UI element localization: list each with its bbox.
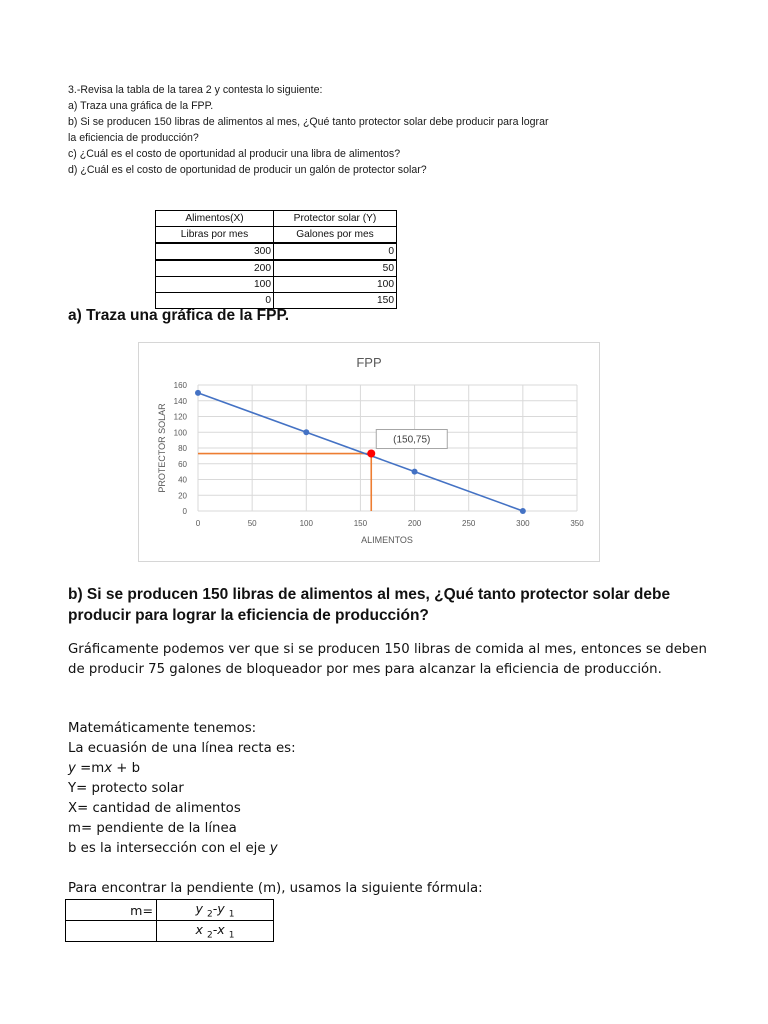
x-tick-label: 250 <box>462 519 476 528</box>
formula-mid: =m <box>75 761 105 776</box>
questions-block <box>68 82 708 178</box>
y-axis-label: PROTECTOR SOLAR <box>157 403 167 493</box>
table-row <box>156 260 397 277</box>
math-block <box>68 719 708 859</box>
table-cell: 100 <box>274 277 397 293</box>
x-axis-label: ALIMENTOS <box>361 535 413 545</box>
table-cell: 300 <box>156 243 274 260</box>
section-b-heading: b) Si se producen 150 libras de alimentos al mes, ¿Qué tanto protector solar debe producir para lograr la eficiencia de producción? <box>68 586 671 624</box>
table-cell: 0 <box>156 293 274 309</box>
line-formula <box>68 759 708 779</box>
question-b: b) Si se producen 150 libras de alimentos al mes, ¿Qué tanto protector solar debe producir para lograr <box>68 116 549 128</box>
question-c: c) ¿Cuál es el costo de oportunidad al producir una libra de alimentos? <box>68 148 401 160</box>
explanation-text: Gráficamente podemos ver que si se producen 150 libras de comida al mes, entonces se deben de producir 75 galones de bloqueador por mes para alcanzar la eficiencia de producción. <box>68 642 707 677</box>
formula-intro <box>68 879 708 899</box>
den-minus: -x <box>212 921 229 937</box>
header-alimentos: Alimentos(X) <box>156 211 274 227</box>
definition-b <box>68 839 708 859</box>
fpp-chart <box>138 342 600 562</box>
formula-intro-text: Para encontrar la pendiente (m), usamos la siguiente fórmula: <box>68 881 483 896</box>
x-tick-label: 0 <box>195 519 201 528</box>
slope-denominator <box>157 921 274 942</box>
question-b-cont: la eficiencia de producción? <box>68 132 199 144</box>
highlight-label: (150,75) <box>393 434 431 446</box>
data-point <box>520 508 526 514</box>
unit-libras: Libras por mes <box>156 227 274 244</box>
formula-end: + b <box>112 761 141 776</box>
table-cell: 200 <box>156 260 274 277</box>
header-protector: Protector solar (Y) <box>274 211 397 227</box>
slope-label: m= <box>66 900 157 921</box>
x-tick-label: 50 <box>247 519 257 528</box>
table-header-row <box>156 211 397 227</box>
y-tick-label: 60 <box>178 459 187 469</box>
question-a: a) Traza una gráfica de la FPP. <box>68 100 214 112</box>
table-row <box>156 243 397 260</box>
formula-row <box>66 900 274 921</box>
line-equation-label: La ecuasión de una línea recta es: <box>68 741 296 756</box>
production-table <box>155 210 397 309</box>
table-cell: 50 <box>274 260 397 277</box>
y-tick-label: 80 <box>178 444 187 453</box>
formula-y: y <box>68 761 76 776</box>
formula-x: x <box>104 761 113 776</box>
chart-title: FPP <box>356 355 382 370</box>
question-d: d) ¿Cuál es el costo de oportunidad de producir un galón de protector solar? <box>68 164 427 176</box>
num-sub2: 2 <box>206 909 213 920</box>
unit-galones: Galones por mes <box>274 227 397 244</box>
definition-x: X= cantidad de alimentos <box>68 801 241 816</box>
x-tick-label: 350 <box>570 519 584 528</box>
question-intro: 3.-Revisa la tabla de la tarea 2 y contesta lo siguiente: <box>68 84 323 96</box>
empty-cell <box>66 921 157 942</box>
slope-numerator <box>157 900 274 921</box>
data-point <box>303 429 309 435</box>
definition-b-var: y <box>269 841 278 856</box>
y-tick-label: 140 <box>173 396 187 406</box>
num-y2: y <box>195 900 207 916</box>
den-x2: x <box>195 921 207 937</box>
slope-formula-table <box>65 899 274 942</box>
y-tick-label: 0 <box>182 507 187 516</box>
y-tick-label: 40 <box>178 475 187 485</box>
data-point <box>412 469 418 475</box>
formula-row <box>66 921 274 942</box>
num-minus: -y <box>212 900 229 916</box>
table-cell: 0 <box>274 243 397 260</box>
table-row <box>156 277 397 293</box>
y-tick-label: 120 <box>173 412 187 422</box>
definition-m: m= pendiente de la línea <box>68 821 237 836</box>
table-cell: 100 <box>156 277 274 293</box>
math-intro: Matemáticamente tenemos: <box>68 721 257 736</box>
definition-y: Y= protecto solar <box>68 781 184 796</box>
den-sub1: 1 <box>228 930 235 941</box>
x-tick-label: 100 <box>299 519 313 528</box>
table-cell: 150 <box>274 293 397 309</box>
table-units-row <box>156 227 397 244</box>
x-tick-label: 200 <box>407 519 422 528</box>
x-tick-label: 150 <box>353 519 368 528</box>
den-sub2: 2 <box>206 930 213 941</box>
definition-b-text: b es la intersección con el eje <box>68 841 270 856</box>
chart-canvas <box>139 343 599 561</box>
section-a-heading: a) Traza una gráfica de la FPP. <box>68 307 290 324</box>
data-point <box>195 390 201 396</box>
y-tick-label: 160 <box>173 381 187 390</box>
x-tick-label: 300 <box>516 519 530 528</box>
num-sub1: 1 <box>228 909 235 920</box>
explanation-paragraph <box>68 640 708 680</box>
y-tick-label: 20 <box>178 491 187 501</box>
highlight-point <box>367 450 375 458</box>
y-tick-label: 100 <box>173 428 187 438</box>
